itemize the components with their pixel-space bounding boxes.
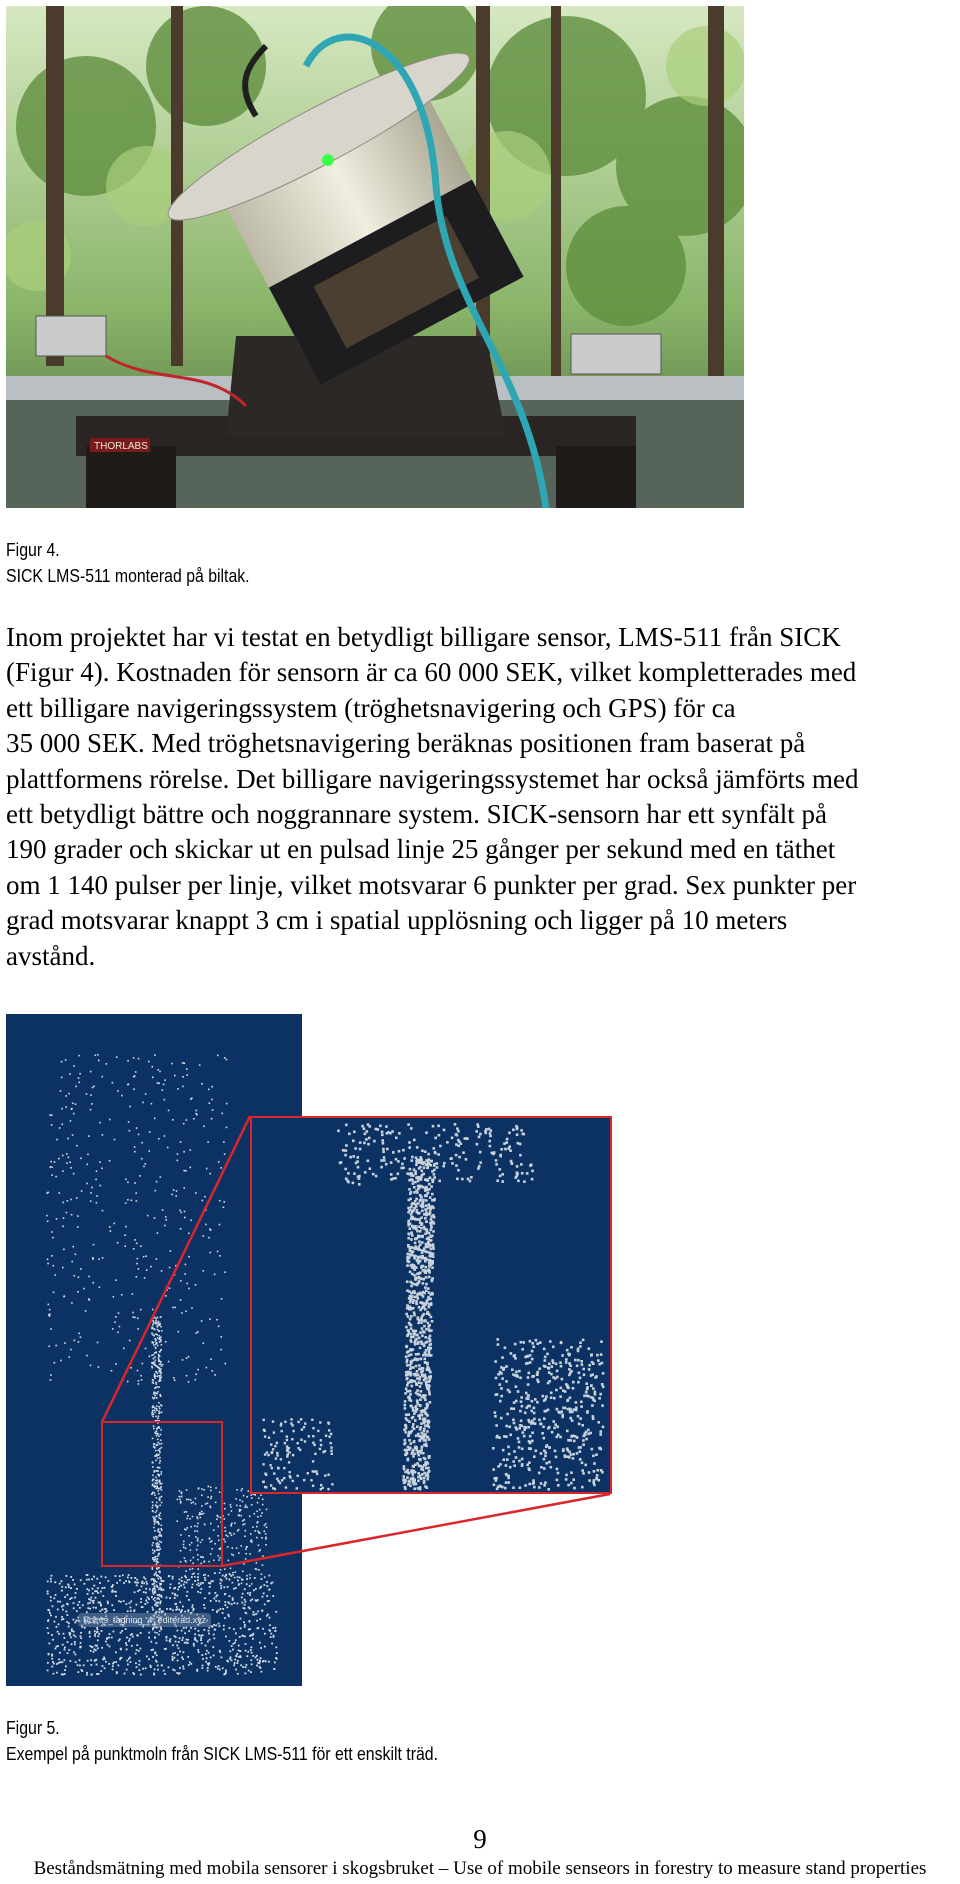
body-line: 190 grader och skickar ut en pulsad linje 25 gånger per sekund med en täthet — [6, 834, 836, 865]
figure4-label: Figur 4. — [6, 540, 60, 560]
zoom-connector-lines — [0, 1000, 960, 1700]
figure5-caption-text: Exempel på punktmoln från SICK LMS-511 för ett enskilt träd. — [6, 1744, 438, 1764]
body-line: (Figur 4). Kostnaden för sensorn är ca 60 000 SEK, vilket kompletterades med — [6, 657, 857, 688]
body-line: plattformens rörelse. Det billigare navigeringssystemet har också jämförts med — [6, 763, 859, 794]
body-line: avstånd. — [6, 940, 96, 971]
figure4-caption — [6, 537, 250, 589]
page-footer: Beståndsmätning med mobila sensorer i skogsbruket – Use of mobile senseors in forestry to measure stand properties — [33, 1858, 927, 1879]
body-line: ett billigare navigeringssystem (tröghetsnavigering och GPS) för ca — [6, 692, 736, 723]
pointcloud-file-label: Points_tagning_4_editerad.xyz — [78, 1613, 211, 1627]
body-line: Inom projektet har vi testat en betydligt billigare sensor, LMS-511 från SICK — [6, 622, 841, 652]
body-line: grad motsvarar knappt 3 cm i spatial upplösning och ligger på 10 meters — [6, 905, 788, 936]
body-line: 35 000 SEK. Med tröghetsnavigering beräknas positionen fram baserat på — [6, 728, 806, 759]
figure4-caption-text: SICK LMS-511 monterad på biltak. — [6, 566, 250, 586]
brand-plate: THORLABS — [94, 441, 148, 452]
body-paragraph — [6, 620, 960, 974]
body-line: om 1 140 pulser per linje, vilket motsvarar 6 punkter per grad. Sex punkter per — [6, 869, 857, 900]
body-line: ett betydligt bättre och noggrannare system. SICK-sensorn har ett synfält på — [6, 799, 828, 830]
figure5-caption — [6, 1715, 438, 1767]
page-number: 9 — [473, 1824, 487, 1854]
figure4-photo — [6, 6, 744, 508]
figure5-label: Figur 5. — [6, 1718, 60, 1738]
